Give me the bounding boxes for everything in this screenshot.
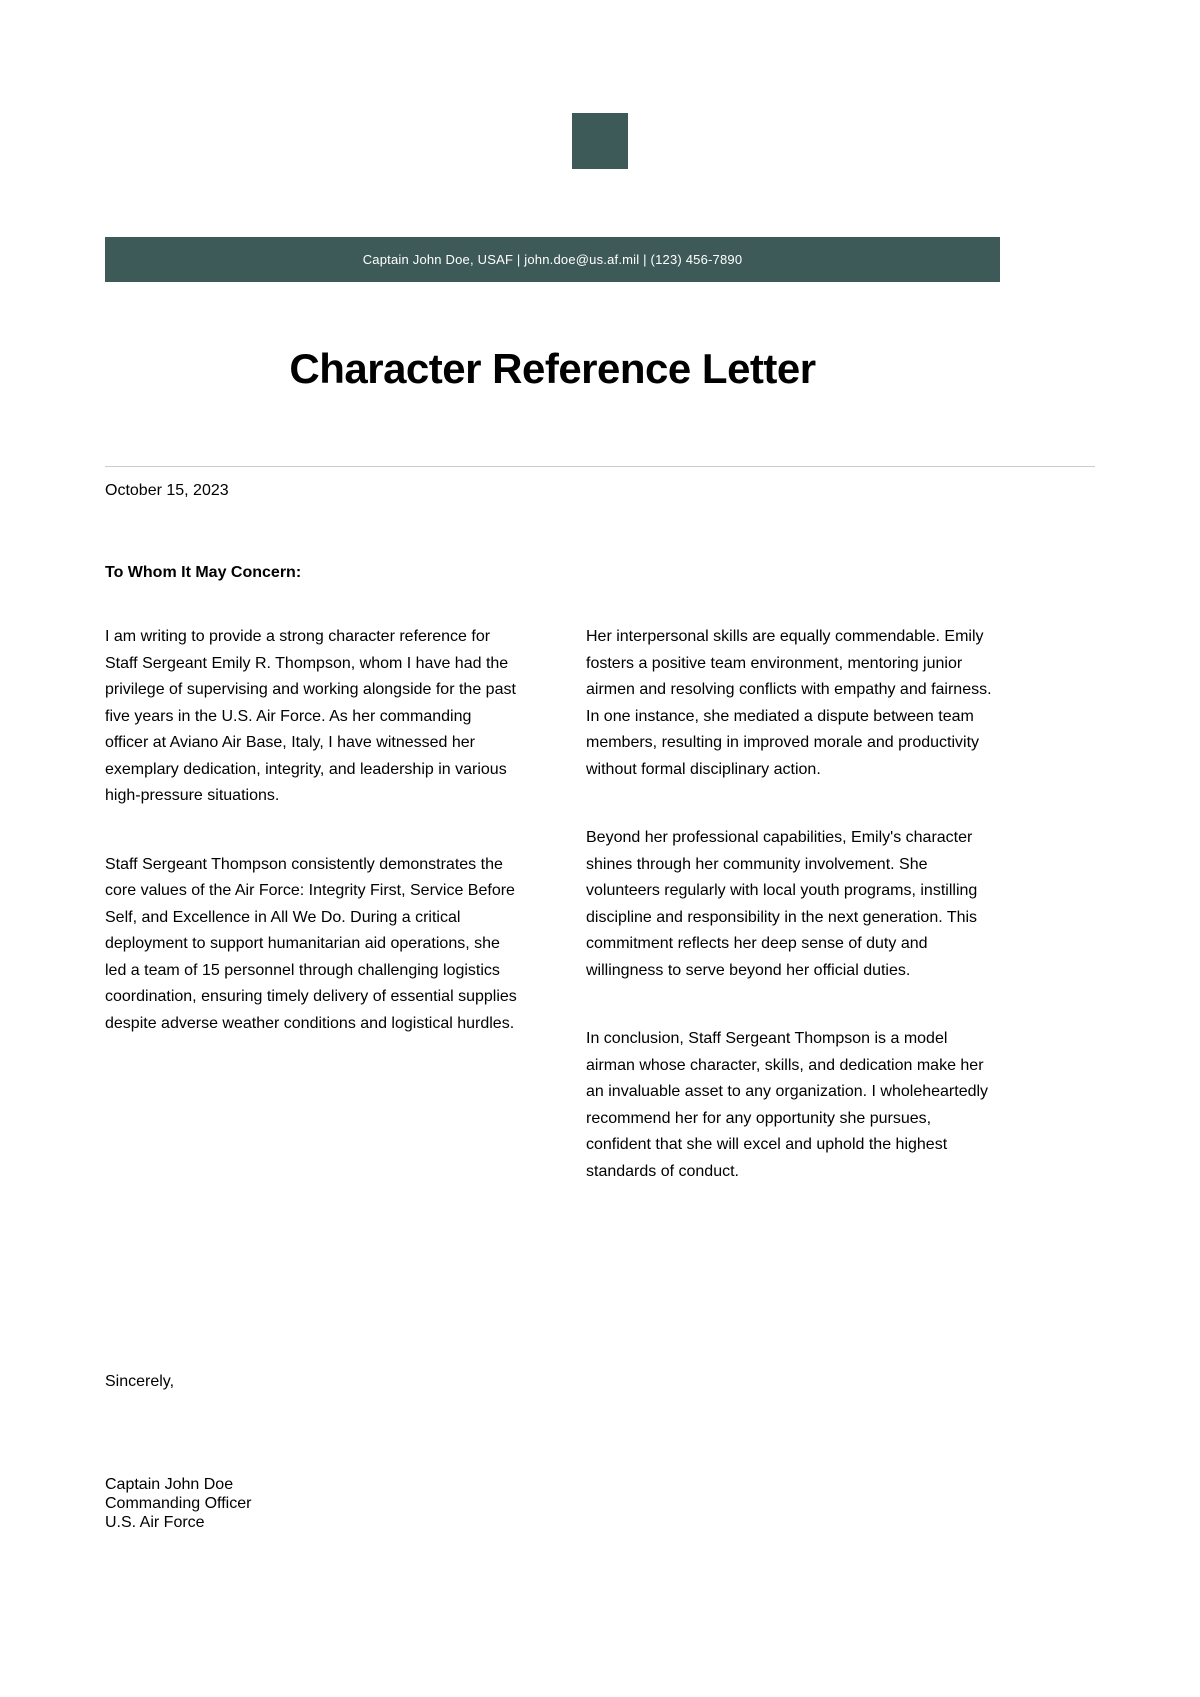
signature-name: Captain John Doe: [105, 1476, 234, 1493]
logo-placeholder-square: [572, 113, 628, 169]
signature-org: U.S. Air Force: [105, 1514, 205, 1532]
letter-date: October 15, 2023: [105, 482, 229, 499]
paragraph-community: Beyond her professional capabilities, Emily's character shines through her community involvement. She volunteers regularly with local youth programs, instilling discipline and responsibility in the next generation. This commitment reflects her deep sense of duty and willingness to serve beyond her official duties.: [586, 829, 978, 979]
salutation: To Whom It May Concern:: [105, 564, 302, 581]
paragraph-interpersonal: Her interpersonal skills are equally commendable. Emily fosters a positive team environment, mentoring junior airmen and resolving conflicts with empathy and fairness. In one instance, she mediated a dispute between team members, resulting in improved morale and productivity without formal disciplinary action.: [586, 628, 992, 778]
title-divider: [105, 466, 1095, 467]
paragraph-core-values: Staff Sergeant Thompson consistently demonstrates the core values of the Air Force: Integrity First, Service Before Self, and Excellence in All We Do. During a critical deployment to support humanitarian aid operations, she led a team of 15 personnel through challenging logistics coordination, ensuring timely delivery of essential supplies despite adverse weather conditions and logistical hurdles.: [105, 855, 517, 1032]
letter-body: [105, 624, 1000, 1185]
paragraph-conclusion: In conclusion, Staff Sergeant Thompson is a model airman whose character, skills, and dedication make her an invaluable asset to any organization. I wholeheartedly recommend her for any opportunity she pursues, confident that she will excel and uphold the highest standards of conduct.: [586, 1030, 989, 1180]
closing: Sincerely,: [105, 1373, 175, 1390]
right-column: [586, 624, 1000, 1185]
page-title: Character Reference Letter: [289, 345, 816, 392]
signature-role: Commanding Officer: [105, 1495, 252, 1513]
contact-line: Captain John Doe, USAF | john.doe@us.af.mil | (123) 456-7890: [362, 252, 743, 267]
left-column: [105, 624, 519, 1185]
contact-header-bar: [105, 237, 1000, 282]
signature-block: [105, 1475, 1095, 1533]
paragraph-intro: I am writing to provide a strong character reference for Staff Sergeant Emily R. Thompson, whom I have had the privilege of supervising and working alongside for the past five years in the U.S. Air Force. As her commanding officer at Aviano Air Base, Italy, I have witnessed her exemplary dedication, integrity, and leadership in various high-pressure situations.: [105, 628, 516, 804]
